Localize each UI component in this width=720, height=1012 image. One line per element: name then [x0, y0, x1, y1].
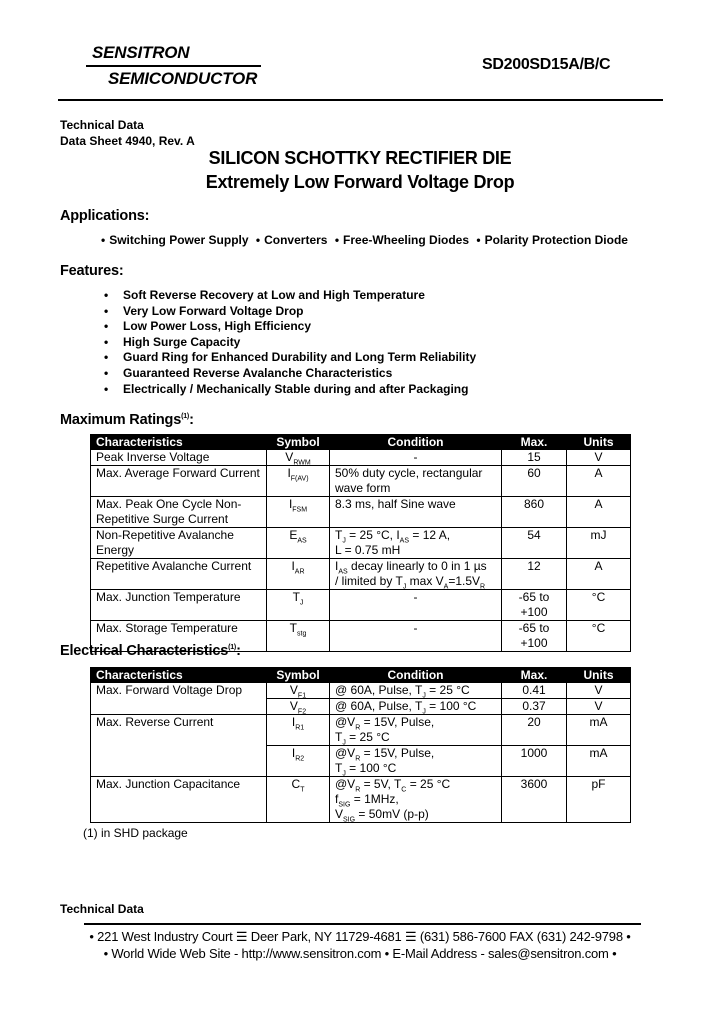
- column-header: Symbol: [267, 435, 330, 450]
- table-row: Max. Forward Voltage Drop $V_{F1}$ @ 60A, Pulse, $T_J = 25$ °C 0.41 V: [91, 683, 631, 699]
- logo-rule: [86, 65, 261, 67]
- table-row: Max. Peak One Cycle Non-Repetitive Surge Current $I_{FSM}$ 8.3 ms, half Sine wave 860 A: [91, 497, 631, 528]
- column-header: Max.: [502, 435, 567, 450]
- features-heading: Features:: [60, 263, 124, 279]
- table-row: Max. Reverse Current $I_{R1}$ $@V_R = 15V$, Pulse, $T_J = 25$ °C 20 mA: [91, 715, 631, 746]
- table-row: $I_{R2}$ $@V_R = 15V$, Pulse, $T_J = 100$ °C 1000 mA: [91, 746, 631, 777]
- column-header: Condition: [330, 668, 502, 683]
- applications-heading: Applications:: [60, 208, 150, 224]
- column-header: Condition: [330, 435, 502, 450]
- footer-technical-data: Technical Data: [60, 902, 144, 916]
- column-header: Units: [567, 435, 631, 450]
- part-number: SD200SD15A/B/C: [482, 56, 611, 73]
- company-logo-line2: SEMICONDUCTOR: [108, 69, 258, 88]
- column-header: Units: [567, 668, 631, 683]
- max-ratings-heading: Maximum Ratings$^{(1)}$:: [60, 412, 194, 428]
- table-header-row: [91, 435, 631, 450]
- table-row: Non-Repetitive Avalanche Energy $E_{AS}$ $T_J = 25$ °C, $I_{AS} = 12$ A, L = 0.75 mH 54 mJ: [91, 528, 631, 559]
- application-item: Switching Power Supply: [109, 233, 249, 247]
- max-ratings-table: [90, 434, 631, 652]
- electrical-heading: Electrical Characteristics$^{(1)}$:: [60, 643, 241, 659]
- table-row: Max. Junction Temperature $T_J$ - -65 to +100 °C: [91, 590, 631, 621]
- footer-rule: [84, 923, 641, 925]
- feature-item: • Electrically / Mechanically Stable during and after Packaging: [104, 382, 476, 398]
- page-title: SILICON SCHOTTKY RECTIFIER DIE: [208, 148, 512, 168]
- page-subtitle: Extremely Low Forward Voltage Drop: [205, 172, 515, 192]
- table-row: Max. Storage Temperature $T_{stg}$ - -65 to +100 °C: [91, 621, 631, 652]
- feature-item: • Soft Reverse Recovery at Low and High Temperature: [104, 288, 476, 304]
- company-contact: • World Wide Web Site - http://www.sensitron.com • E-Mail Address - sales@sensitron.com •: [103, 946, 617, 961]
- table-row: Repetitive Avalanche Current $I_{AR}$ $I_{AS}$ decay linearly to 0 in 1 µs / limited by $T_J$ $\max V_A=1.5V_R$ 12 A: [91, 559, 631, 590]
- company-address: • 221 West Industry Court ☰ Deer Park, NY 11729-4681 ☰ (631) 586-7600 FAX (631) 242-9798 •: [89, 929, 631, 944]
- datasheet-revision: Data Sheet 4940, Rev. A: [60, 134, 195, 148]
- table-row: Max. Average Forward Current $I_{F(AV)}$ 50% duty cycle, rectangular wave form 60 A: [91, 466, 631, 497]
- column-header: Characteristics: [91, 435, 267, 450]
- feature-item: • Guaranteed Reverse Avalanche Characteristics: [104, 366, 476, 382]
- applications-list: [101, 233, 628, 247]
- table-row: Max. Junction Capacitance $C_T$ $@V_R = 5V$, $T_C = 25$ °C $f_{SIG} = 1MHz$, $V_{SIG} = 50mV$ (p-p) 3600 pF: [91, 777, 631, 823]
- column-header: Max.: [502, 668, 567, 683]
- application-item: Converters: [264, 233, 328, 247]
- technical-data-label: Technical Data: [60, 118, 144, 132]
- application-item: Free-Wheeling Diodes: [343, 233, 470, 247]
- electrical-table: [90, 667, 631, 823]
- table-row: Peak Inverse Voltage $V_{RWM}$ - 15 V: [91, 450, 631, 466]
- bullet-icon: •: [476, 233, 481, 247]
- feature-item: • Guard Ring for Enhanced Durability and Long Term Reliability: [104, 350, 476, 366]
- company-logo-line1: SENSITRON: [92, 43, 190, 62]
- bullet-icon: •: [334, 233, 340, 247]
- application-item: Polarity Protection Diode: [484, 233, 628, 247]
- feature-item: • Low Power Loss, High Efficiency: [104, 319, 476, 335]
- table-row: $V_{F2}$ @ 60A, Pulse, $T_J = 100$ °C 0.37 V: [91, 699, 631, 715]
- bullet-icon: •: [101, 233, 106, 247]
- feature-item: • High Surge Capacity: [104, 335, 476, 351]
- bullet-icon: •: [255, 233, 261, 247]
- header-rule: [58, 99, 663, 101]
- feature-item: • Very Low Forward Voltage Drop: [104, 304, 476, 320]
- table-header-row: [91, 668, 631, 683]
- column-header: Symbol: [267, 668, 330, 683]
- features-list: [104, 288, 476, 397]
- doc-meta: [60, 117, 195, 149]
- table-footnote: (1) in SHD package: [83, 826, 188, 840]
- column-header: Characteristics: [91, 668, 267, 683]
